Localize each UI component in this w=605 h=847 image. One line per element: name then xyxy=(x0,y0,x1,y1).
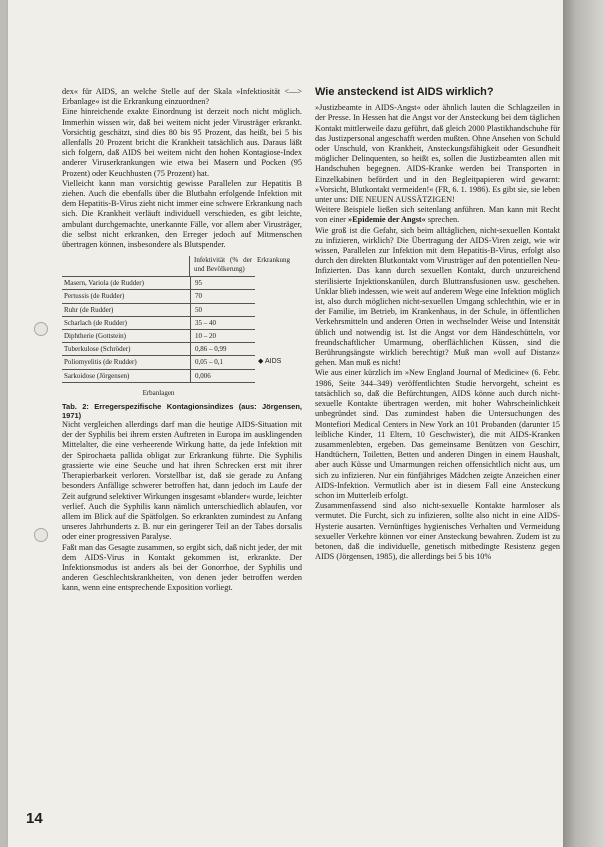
paragraph: Wie groß ist die Gefahr, sich beim alltäglichen, nicht-sexuellen Kontakt zu infizieren, wirklich? Die Übertragung der AIDS-Viren zeigt, wie wir wissen, Parallelen zur Infektion mit dem Hepatitis-B-Virus, erfolgt also durch den direkten Blutkontakt vom Virusträger auf den potentiellen Neu-Infizierten. Das kann durch sexuellen Kontakt, durch unzureichend sterilisierte Injektionskanülen, durch Bluttransfusionen usw. geschehen. Unklar blieb indessen, wie weit auf anderem Wege eine Infektion möglich ist, also durch möglichen nicht-sexuellen Umgang schlechthin, wie er in der Familie, im Betrieb, im Krankenhaus, in der Schule, in öffentlichen Verkehrsmitteln und anderen Orten in wechselnder Weise und Intensität üblich und notwendig ist. Ist die Angst vor dem Händeschütteln, vor freundschaftlicher Umarmung, oberflächlichen Küssen, sind die Berührungsängste wirklich berechtigt? Muß man »voll auf Distanz« gehen. Man muß es nicht! xyxy=(315,225,560,368)
disease-cell: Diphtherie (Gottstein) xyxy=(62,330,191,343)
book-edge xyxy=(563,0,605,847)
paragraph-text: sprechen. xyxy=(425,215,460,225)
paragraph: Zusammenfassend sind also nicht-sexuelle Kontakte harmloser als vermutet. Die Furcht, sich zu infizieren, sollte also nicht in eine AIDS-Hysterie ausarten. Vernünftiges hygienisches Verhalten und Vermeidung sexueller Verkehre können vor einer Ansteckung bewahren. Zudem ist zu betonen, daß die individuelle, genetisch mitbedingte Resistenz gegen AIDS (Jörgensen, 1985), die allerdings bei 5 bis 10% xyxy=(315,501,560,562)
paragraph: Wie aus einer kürzlich im »New England Journal of Medicine« (6. Febr. 1986, Seite 344–349) veröffentlichten Studie hervorgeht, scheint es tatsächlich so, daß die Befürchtungen, AIDS könne auch durch nicht-sexuelle Kontakte übertragen werden, mit hoher Wahrscheinlichkeit unbegründet sind. Das zumindest haben die Untersuchungen des Montefiori Medical Centers in New York an 101 Probanden (darunter 15 leibliche Kinder, 11 Eltern, 10 Geschwister), die mit AIDS-Kranken zusammenlebten, ergeben. Das gemeinsame Benützen von Geschirr, Handtüchern, Toiletten, Betten und anderen Dingen in einem Haushalt, aber auch Küsse und Umarmungen reichen offensichtlich nicht aus, um sich zu infizieren. Nur ein fünfjähriges Mädchen zeigte Anzeichen einer AIDS-Infektion. Vermutlich aber ist in diesem Fall eine Ansteckung schon im Mutterleib erfolgt. xyxy=(315,368,560,500)
value-cell: 95 xyxy=(191,277,256,290)
section-heading: Wie ansteckend ist AIDS wirklich? xyxy=(315,86,494,98)
disease-cell: Ruhr (de Rudder) xyxy=(62,303,191,316)
table-row xyxy=(62,330,255,343)
paragraph-text: Weitere Beispiele ließen sich seitenlang anführen. Man kann mit Recht von einer xyxy=(315,205,560,225)
aids-label: AIDS xyxy=(264,358,282,366)
table-row xyxy=(62,277,255,290)
arrow-icon: ◆ xyxy=(258,358,264,366)
page-number: 14 xyxy=(26,810,43,827)
contagion-table xyxy=(62,256,290,398)
disease-cell: Pertussis (de Rudder) xyxy=(62,290,191,303)
table-body xyxy=(62,276,255,383)
table-row xyxy=(62,343,255,356)
paragraph: Eine hinreichende exakte Einordnung ist derzeit noch nicht möglich. Immerhin wissen wir, daß bei weitem nicht jeder Virusträger erkrankt. Vorsichtig geschätzt, sind dies 80 bis 95 Prozent, das heißt, bei 5 bis allenfalls 20 Prozent bricht die Krankheit tatsächlich aus. Daraus läßt sich folgern, daß AIDS bei weitem nicht den hohen Kontagiose-Index anderer Viruserkrankungen wie etwa bei Masern und Pocken (95 Prozent) oder Keuchhusten (75 Prozent) hat. xyxy=(62,107,302,178)
table-row xyxy=(62,290,255,303)
table-row xyxy=(62,303,255,316)
value-cell: 0,05 – 0,1 xyxy=(191,356,256,369)
value-cell: 0,006 xyxy=(191,369,256,382)
disease-cell: Sarkoidose (Jörgensen) xyxy=(62,369,191,382)
value-cell: 50 xyxy=(191,303,256,316)
disease-cell: Scharlach (de Rudder) xyxy=(62,316,191,329)
value-cell: 0,86 – 0,99 xyxy=(191,343,256,356)
emphasis-text: »Epidemie der Angst« xyxy=(348,215,426,225)
table-row xyxy=(62,316,255,329)
aids-marker xyxy=(258,357,281,367)
intro-paragraph: dex« für AIDS, an welche Stelle auf der Skala »Infektiosität <—> Erbanlage« ist die Erkrankung einzuordnen? xyxy=(62,87,302,107)
disease-cell: Tuberkulose (Schröder) xyxy=(62,343,191,356)
table-row xyxy=(62,369,255,382)
paragraph: »Justizbeamte in AIDS-Angst« oder ähnlich lauten die Schlagzeilen in der Presse. In Hessen hat die Angst vor der Ansteckung bei dem täglichen Kontakt mittlerweile dazu geführt, daß gleich 2000 Plastikhandschuhe für das Justizpersonal angeschafft werden mußten. Ohne Ansehen von Schuld oder Unschuld, von Krankheit, Ansteckungsfähigkeit oder Gesundheit möglicher Delinquenten, so heißt es, sollen die Justizbeamten allen mit Handschuhen begegnen. AIDS-Kranke werden bei Transporten in Einzelkabinen befördert und in den Begleitpapieren wird gewarnt: »Vorsicht, Blutkontakt vermeiden!« (FR, 6. 1. 1986). Es gibt sie, sie leben unter uns: DIE NEUEN AUSSÄTZIGEN! xyxy=(315,103,560,205)
value-cell: 70 xyxy=(191,290,256,303)
right-column xyxy=(315,87,560,562)
paragraph: Faßt man das Gesagte zusammen, so ergibt sich, daß nicht jeder, der mit dem AIDS-Virus in Kontakt gekommen ist, erkrankte. Der Infektionsmodus ist anders als bei der Gonorrhoe, der Syphilis und anderen Geschlechtskrankheiten, von denen jeder betroffen werden kann, wenn eine entsprechende Exposition vorliegt. xyxy=(62,542,302,593)
value-cell: 35 – 40 xyxy=(191,316,256,329)
table-header: Infektivität (% der Erkrankung und Bevölkerung) xyxy=(189,256,290,276)
disease-cell: Masern, Variola (de Rudder) xyxy=(62,277,191,290)
left-column xyxy=(62,87,302,594)
value-cell: 10 – 20 xyxy=(191,330,256,343)
paragraph: Vielleicht kann man vorsichtig gewisse Parallelen zur Hepatitis B ziehen. Auch die ebenfalls über die Blutbahn erfolgende Infektion mit dem Hepatitis-B-Virus zieht nicht immer eine schwere Erkrankung nach sich. Die Krankheit verläuft individuell verschieden, es gibt leichte, ambulant durchgemachte, unerkannte Fälle, vor allem aber Virusträger, die selbst nicht erkranken, den Erreger jedoch auf Mitmenschen übertragen können, insbesondere als Blutspender. xyxy=(62,178,302,250)
binder-hole-top xyxy=(34,322,48,336)
table-caption: Tab. 2: Erregerspezifische Kontagionsindizes (aus: Jörgensen, 1971) xyxy=(62,402,302,421)
binder-hole-bottom xyxy=(34,528,48,542)
table-footer: Erbanlagen xyxy=(142,388,175,397)
table-row xyxy=(62,356,255,369)
paragraph: Nicht vergleichen allerdings darf man die heutige AIDS-Situation mit der der Syphilis bei ihrem ersten Auftreten in Europa im ausklingenden Mittelalter, die eine verheerende Wirkung hatte, da jede Infektion mit der Spirochaeta pallida obligat zur Erkrankung führte. Die Syphilis grassierte wie eine Seuche und hat ihren Schrecken erst mit ihrer Therapierbarkeit verloren. Vorstellbar ist, daß sie gerade zu Anfang besonders Anfällige schwerer betroffen hat, dann jedoch im Laufe der Zeit aufgrund selektiver Wirkungen insgesamt »blander« wurde, leichter verlief. Auch die Syphilis kann nämlich unterschiedlich ablaufen, vor allem im Blick auf die Spätfolgen. So erkrankten zumindest zu Anfang unseres Jahrhunderts z. B. nur ein geringerer Teil an der Tabes dorsalis oder einer progressiven Paralyse. xyxy=(62,420,302,542)
disease-cell: Poliomyelitis (de Rudder) xyxy=(62,356,191,369)
paragraph xyxy=(315,205,560,225)
